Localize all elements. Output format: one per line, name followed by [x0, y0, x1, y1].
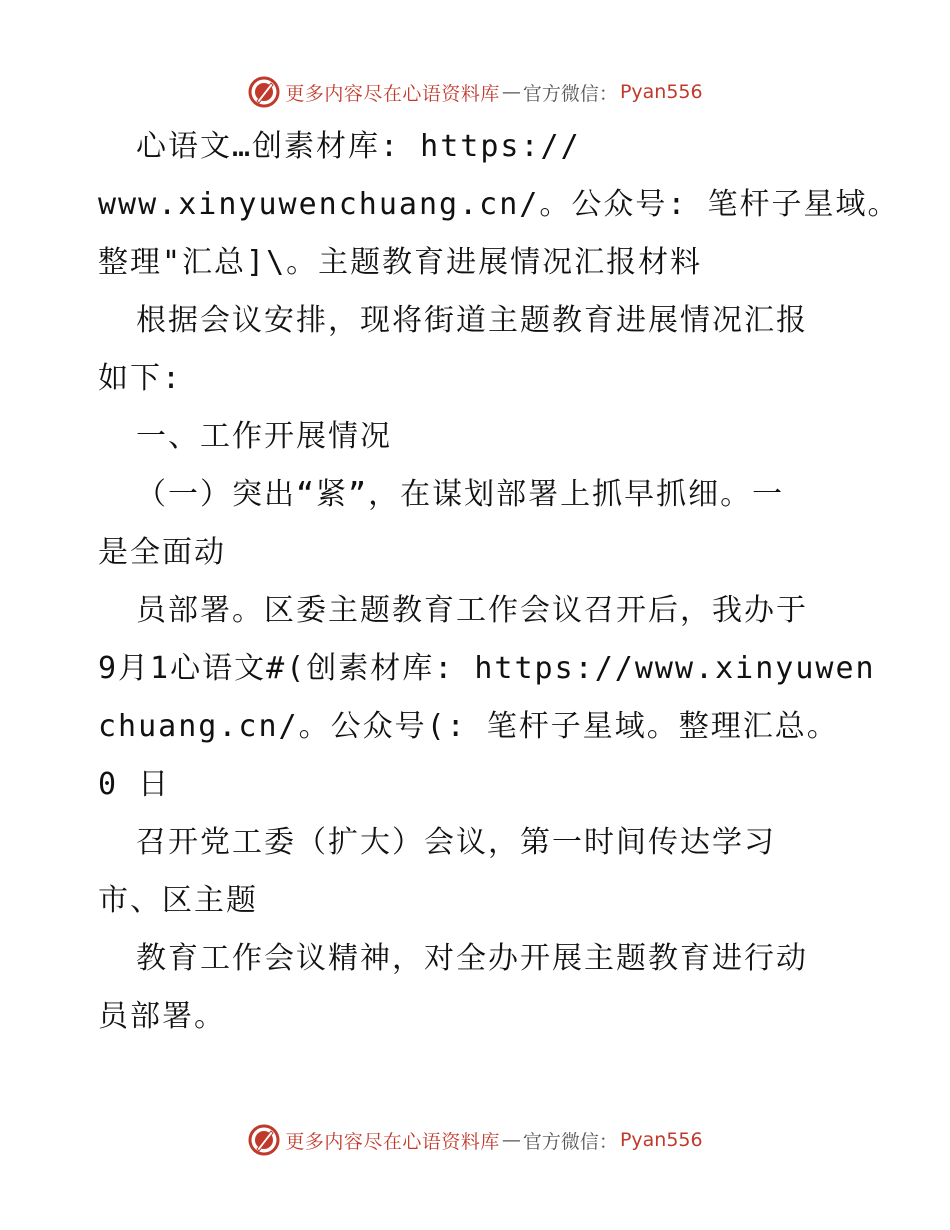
text-line: 整理"汇总]\。主题教育进展情况汇报材料	[98, 245, 703, 280]
text-line: 根据会议安排，现将街道主题教育进展情况汇报	[136, 303, 808, 338]
text-line: 员部署。区委主题教育工作会议召开后，我办于	[136, 593, 808, 628]
watermark-separator: —	[501, 1129, 521, 1151]
quill-logo-icon	[247, 1123, 281, 1157]
quill-logo-icon	[247, 75, 281, 109]
text-line: 心语文…创素材库: https://	[136, 129, 581, 164]
text-line: www.xinyuwenchuang.cn/。公众号: 笔杆子星域。	[98, 187, 900, 222]
text-line: 是全面动	[98, 535, 226, 570]
section-heading: 一、工作开展情况	[136, 419, 392, 454]
watermark-site-text: 更多内容尽在心语资料库	[285, 1130, 500, 1153]
watermark-site-text: 更多内容尽在心语资料库	[285, 82, 500, 105]
text-line: 教育工作会议精神，对全办开展主题教育进行动	[136, 941, 808, 976]
text-line: 员部署。	[98, 999, 226, 1034]
header-watermark	[0, 72, 950, 112]
watermark-separator: —	[501, 81, 521, 103]
text-line: 如下:	[98, 361, 183, 396]
watermark-wechat-id: Pyan556	[619, 81, 703, 103]
text-line: chuang.cn/。公众号(: 笔杆子星域。整理汇总。	[98, 709, 839, 744]
text-line: 0 日	[98, 767, 171, 802]
text-line: 9月1心语文#(创素材库: https://www.xinyuwen	[98, 651, 876, 686]
watermark-wechat-id: Pyan556	[619, 1129, 703, 1151]
footer-watermark	[0, 1120, 950, 1160]
text-line: 市、区主题	[98, 883, 258, 918]
watermark-label: 官方微信：	[522, 82, 618, 105]
text-line: 召开党工委（扩大）会议，第一时间传达学习	[136, 825, 776, 860]
watermark-label: 官方微信：	[522, 1130, 618, 1153]
document-body	[98, 118, 900, 1046]
text-line: （一）突出“紧”，在谋划部署上抓早抓细。一	[136, 477, 785, 512]
